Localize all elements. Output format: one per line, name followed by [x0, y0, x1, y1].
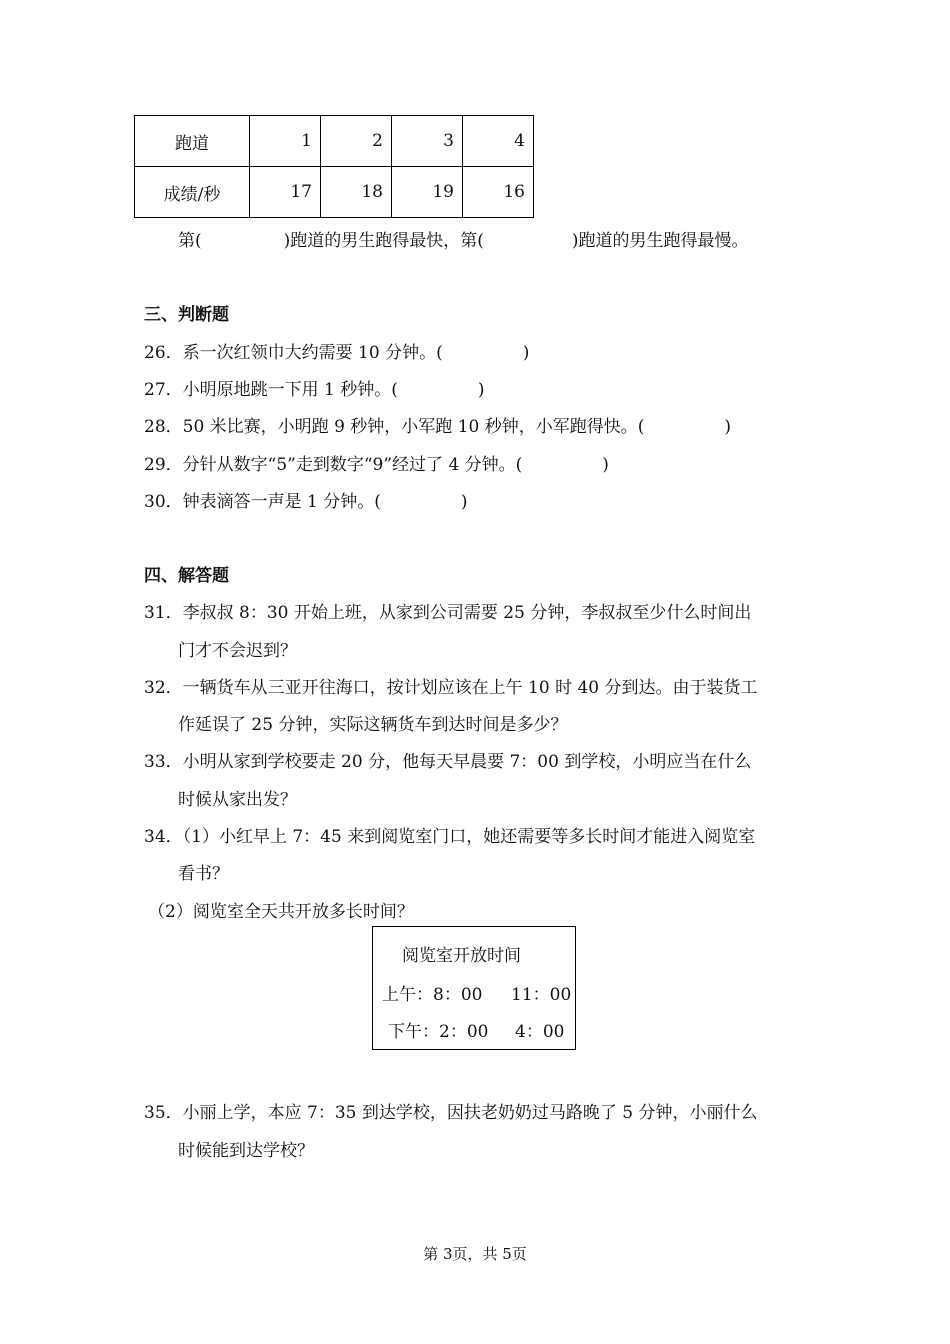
- question-text: 小明从家到学校要走 20 分，他每天早晨要 7：00 到学校，小明应当在什么: [182, 752, 752, 772]
- table-cell: 19: [392, 167, 463, 218]
- table-cell: 3: [392, 116, 463, 167]
- question-text: 钟表滴答一声是 1 分钟。(: [182, 492, 381, 512]
- table-header-lane: 跑道: [135, 116, 250, 167]
- paren-close: ): [602, 455, 609, 475]
- question-text: 李叔叔 8：30 开始上班，从家到公司需要 25 分钟，李叔叔至少什么时间出: [182, 603, 752, 623]
- question-number: 33．: [144, 752, 183, 772]
- hours-title: 阅览室开放时间: [402, 946, 521, 966]
- question-item: [144, 412, 731, 437]
- question-number: 34．: [144, 827, 183, 847]
- question-text: 一辆货车从三亚开往海口，按计划应该在上午 10 时 40 分到达。由于装货工: [182, 678, 758, 698]
- section-title: 四、解答题: [144, 566, 229, 586]
- question-number: 32．: [144, 678, 183, 698]
- question-text-cont: 看书？: [178, 864, 229, 884]
- paren-close: ): [460, 492, 468, 512]
- paren-close: ): [477, 380, 485, 400]
- question-item: [144, 822, 755, 847]
- section-title: 三、判断题: [144, 305, 229, 325]
- table-cell: 17: [250, 167, 321, 218]
- table-cell: 4: [463, 116, 534, 167]
- question-text-cont: 时候能到达学校？: [178, 1141, 314, 1161]
- afternoon-end: 4：00: [515, 1022, 565, 1042]
- morning-hours: 上午：8：00: [382, 985, 483, 1005]
- question-number: 27．: [144, 380, 183, 400]
- question-number: 31．: [144, 603, 183, 623]
- page-footer: 第 3页，共 5页: [423, 1245, 527, 1263]
- question-number: 30．: [144, 492, 183, 512]
- question-item: [144, 487, 468, 512]
- reading-room-hours-box: [372, 926, 576, 1050]
- paren-close: ): [522, 343, 530, 363]
- question-text-cont: 门才不会迟到？: [178, 641, 297, 661]
- table-cell: 16: [463, 167, 534, 218]
- question-text: 小丽上学，本应 7：35 到达学校，因扶老奶奶过马路晚了 5 分钟，小丽什么: [182, 1103, 758, 1123]
- question-number: 26．: [144, 343, 183, 363]
- table-cell: 1: [250, 116, 321, 167]
- question-item: [144, 375, 485, 400]
- sub-question: （2）阅览室全天共开放多长时间？: [148, 902, 414, 922]
- question-item: [144, 598, 751, 623]
- question-item: [144, 338, 529, 363]
- question-text-cont: 时候从家出发？: [178, 790, 297, 810]
- question-item: [144, 1098, 758, 1123]
- question-item: [144, 747, 751, 772]
- question-item: [144, 673, 758, 698]
- question-text-cont: 作延误了 25 分钟，实际这辆货车到达时间是多少？: [178, 715, 568, 735]
- question-text: 小明原地跳一下用 1 秒钟。(: [182, 380, 398, 400]
- question-number: 29．: [144, 455, 183, 475]
- fill-text: )跑道的男生跑得最快，第(: [283, 231, 484, 251]
- table-cell: 18: [321, 167, 392, 218]
- fill-text: 第(: [178, 231, 202, 251]
- question-text: （1）小红早上 7：45 来到阅览室门口，她还需要等多长时间才能进入阅览室: [182, 827, 756, 847]
- table-header-result: 成绩/秒: [135, 167, 250, 218]
- morning-end: 11：00: [511, 985, 572, 1005]
- question-text: 分针从数字“5”走到数字“9”经过了 4 分钟。(: [182, 455, 523, 475]
- fill-blank-line: [178, 226, 749, 251]
- question-number: 35．: [144, 1103, 183, 1123]
- paren-close: ): [724, 417, 732, 437]
- question-text: 50 米比赛，小明跑 9 秒钟，小军跑 10 秒钟，小军跑得快。(: [182, 417, 645, 437]
- table-cell: 2: [321, 116, 392, 167]
- table-row: [135, 167, 534, 218]
- fill-text: )跑道的男生跑得最慢。: [571, 231, 749, 251]
- question-text: 系一次红领巾大约需要 10 分钟。(: [182, 343, 443, 363]
- question-item: [144, 450, 609, 475]
- race-results-table: [134, 115, 534, 218]
- afternoon-hours: 下午：2：00: [388, 1022, 489, 1042]
- table-row: [135, 116, 534, 167]
- question-number: 28．: [144, 417, 183, 437]
